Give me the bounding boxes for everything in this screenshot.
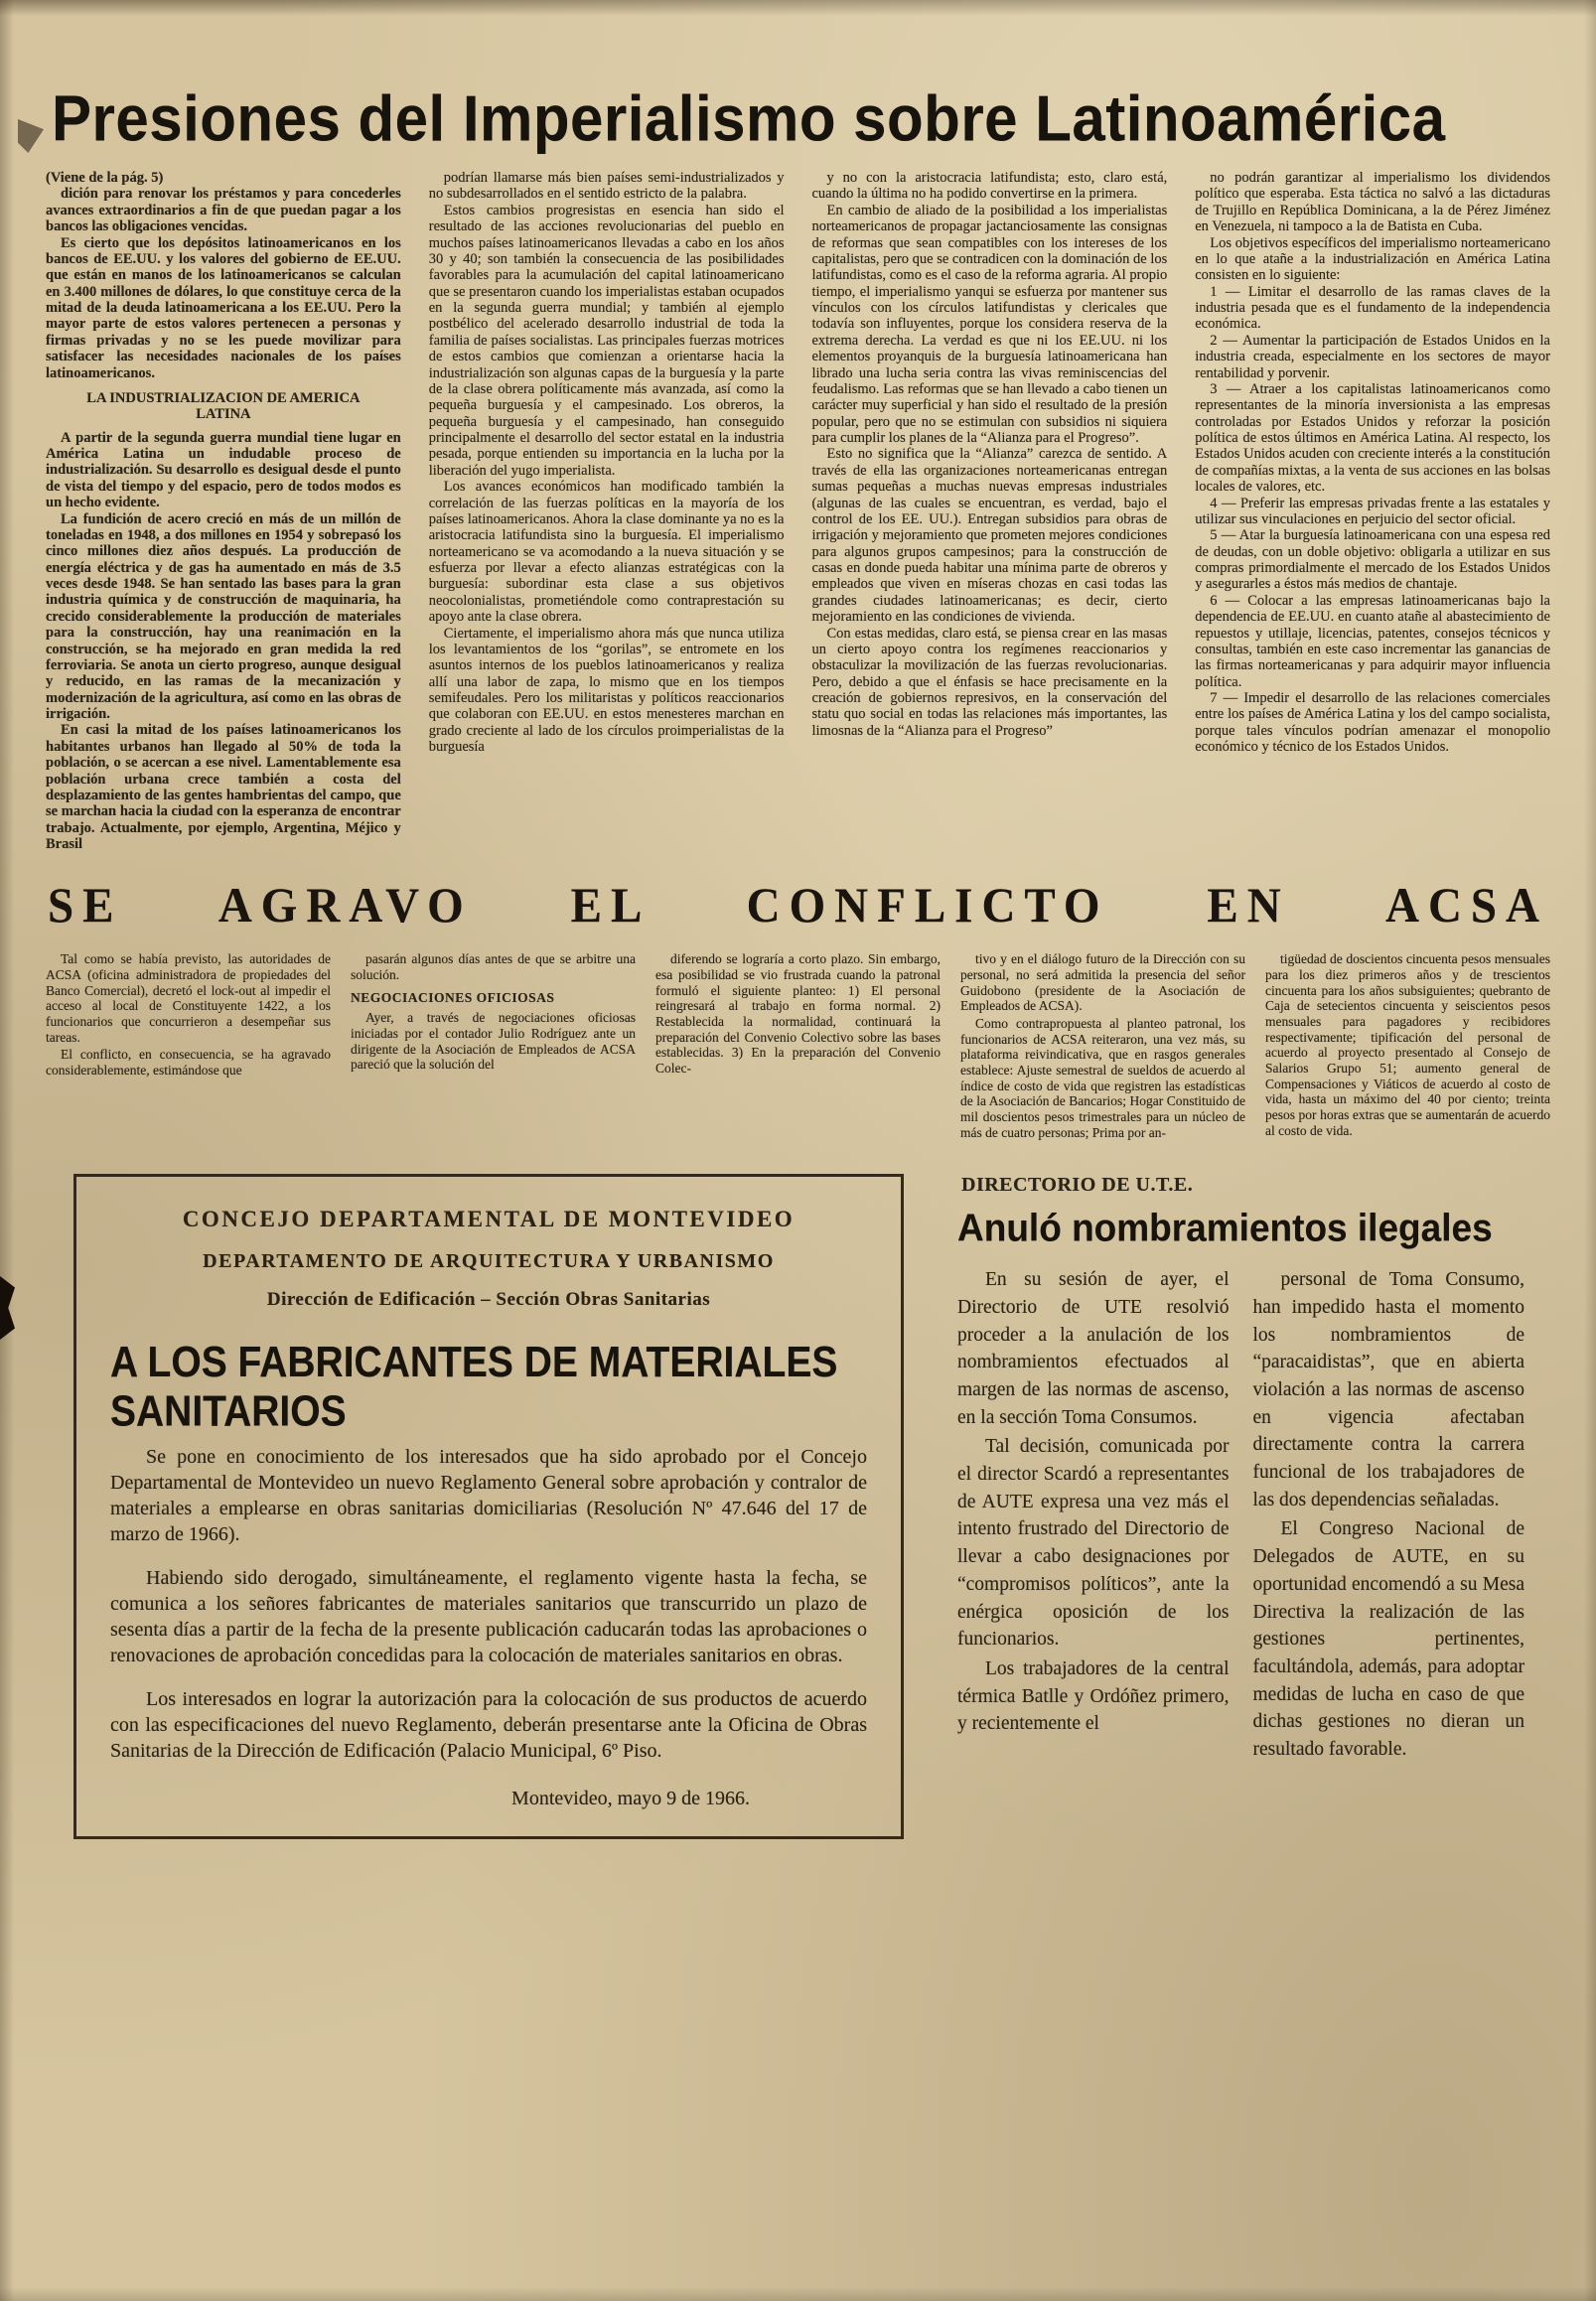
paragraph: personal de Toma Consumo, han impedido hasta el momento los nombramientos de “paracaidistas”, que en abierta violación a las normas de ascenso en vigencia afectaban directamente contra la carrera funcional de los trabajadores de las dos dependencias señaladas.: [1252, 1269, 1524, 1510]
acsa-column-3: [655, 949, 941, 1076]
ute-kicker: DIRECTORIO DE U.T.E.: [961, 1174, 1194, 1197]
paragraph: Los objetivos específicos del imperialismo norteamericano en lo que atañe a la industrialización en América Latina consisten en lo siguiente:: [1195, 234, 1550, 284]
paragraph: 7 — Impedir el desarrollo de las relaciones comerciales entre los países de América Latina y los del campo socialista, porque tales vínculos podrían amenazar el monopolio económico y técnico de los Estados Unidos.: [1195, 690, 1550, 756]
continuation-note: (Viene de la pág. 5): [46, 170, 164, 186]
municipal-notice-box: [73, 1174, 904, 1839]
paragraph: 2 — Aumentar la participación de Estados Unidos en la industria creada, especialmente en los sectores de mayor rentabilidad y porvenir.: [1195, 332, 1550, 381]
notice-dateline: Montevideo, mayo 9 de 1966.: [511, 1788, 750, 1810]
paragraph: Con estas medidas, claro está, se piensa crear en las masas un cierto apoyo contra los regímenes reaccionarios y obstaculizar la movilización de las fuerzas revolucionarias. Pero, debido a que el énfasis se hace precisamente en la creación de gobiernos represivos, en la conservación del statu quo social en todas las relaciones más importantes, las limosnas de la “Alianza para el Progreso”: [811, 625, 1168, 739]
paragraph: A partir de la segunda guerra mundial tiene lugar en América Latina un indudable proceso de industrialización. Su desarrollo es desigual desde el punto de vista del tiempo y del espacio, pero de todos modos es un hecho evidente.: [46, 429, 401, 511]
paragraph: podrían llamarse más bien países semi-industrializados y no subdesarrollados en el sentido estricto de la palabra.: [428, 170, 785, 203]
main-article-column-4: [1195, 170, 1550, 756]
paragraph: 6 — Colocar a las empresas latinoamericanas bajo la dependencia de EE.UU. en cuanto atañe al abastecimiento de repuestos y utillaje, licencias, patentes, consejos técnicos y consultas, también en este caso incrementar las ganancias de las firmas norteamericanas y para adquirir mayor influencia política.: [1195, 592, 1550, 690]
ute-article: [957, 1174, 1524, 1763]
paragraph: Los avances económicos han modificado también la correlación de las fuerzas políticas en la mayoría de los países latinoamericanos. Ahora la clase dominante ya no es la aristocracia latifundista sino la burguesía. El imperialismo norteamericano se va acomodando a la nueva situación y se esfuerza por llevar a efecto alianzas estratégicas con la burguesía: subordinar esta clase a sus objetivos neocolonialistas, prometiéndole como contraprestación su apoyo ante la clase obrera.: [428, 479, 785, 626]
paragraph: 1 — Limitar el desarrollo de las ramas claves de la industria pesada que es el fundamento de la independencia económica.: [1195, 283, 1550, 333]
notice-org-line-2: DEPARTAMENTO DE ARQUITECTURA Y URBANISMO: [203, 1250, 775, 1273]
paragraph: y no con la aristocracia latifundista; esto, claro está, cuando la última no ha podido convertirse en la primera.: [811, 170, 1168, 203]
acsa-article-body: [46, 949, 1550, 1140]
paragraph: tivo y en el diálogo futuro de la Dirección con su personal, no será admitida la presencia del señor Guidobono (presidente de la Asociación de Empleados de ACSA).: [960, 951, 1245, 1014]
paragraph: Estos cambios progresistas en esencia han sido el resultado de las acciones revolucionarias del pueblo en muchos países latinoamericanos llevadas a cabo en los años 30 y 40; son también la consecuencia de las posibilidades favorables para la acumulación del capital latinoamericano que se presentaron cuando los imperialistas estaban ocupados en la segunda guerra mundial; y también al ejemplo postbélico del acelerado desarrollo industrial de toda la familia de países socialistas. Las principales fuerzas motrices de estos cambios que comienzan a orientarse hacia la industrialización son algunas capas de la burguesía y la parte de la clase obrera políticamente más avanzada, así como la pequeña burguesía y el campesinado. Los obreros, la pequeña burguesía y el campesinado, han conseguido principalmente el desarrollo del sector estatal en la industria pesada, porque entienden su importancia en la lucha por la liberación del yugo imperialista.: [428, 202, 785, 479]
paragraph: En casi la mitad de los países latinoamericanos los habitantes urbanos han llegado al 50% de toda la población, o se acercan a ese nivel. Lamentablemente esa población urbana crece también a costa del desplazamiento de las gentes hambrientas del campo, que se marchan hacia la ciudad con la esperanza de encontrar trabajo. Actualmente, por ejemplo, Argentina, Méjico y Brasil: [46, 722, 401, 852]
main-article-column-3: [812, 170, 1168, 739]
ute-article-body: [957, 1264, 1524, 1763]
paragraph: 3 — Atraer a los capitalistas latinoamericanos como representantes de la minoría inversionista a las empresas controladas por Estados Unidos y reforzar la posición política de estos últimos en América Latina. Al respecto, los Estados Unidos acuden con creciente interés a la constitución de compañías mixtas, a la venta de sus acciones en las bolsas locales de valores, etc.: [1195, 380, 1550, 496]
notice-paragraph: Se pone en conocimiento de los interesados que ha sido aprobado por el Concejo Departamental de Montevideo un nuevo Reglamento General sobre aprobación y contralor de materiales a emplearse en obras sanitarias domiciliarias (Resolución Nº 47.646 del 17 de marzo de 1966).: [110, 1446, 867, 1546]
main-article-headline: Presiones del Imperialismo sobre Latinoamérica: [52, 82, 1446, 155]
main-article-body: [46, 170, 1550, 852]
paragraph: Esto no significa que la “Alianza” carezca de sentido. A través de ella las organizaciones norteamericanas entregan sumas pequeñas a muchas nuevas empresas industriales (algunas de las cuales se encuentran, es verdad, bajo el control de los EE. UU.). Entregan subsidios para obras de irrigación y mejoramiento que prometen mejores condiciones para algunos grupos campesinos; para la construcción de casas en donde pueda habitar una mínima parte de obreros y empleados que viven en míseras chozas en casi todas las grandes ciudades latinoamericanas; es decir, cierto mejoramiento en las condiciones de vivienda.: [811, 446, 1168, 626]
notice-title: A LOS FABRICANTES DE MATERIALES SANITARIOS: [110, 1339, 838, 1436]
notice-org-line-1: CONCEJO DEPARTAMENTAL DE MONTEVIDEO: [182, 1207, 796, 1232]
notice-paragraph: Los interesados en lograr la autorización para la colocación de sus productos de acuerdo con las especificaciones del nuevo Reglamento, deberán presentarse ante la Oficina de Obras Sanitarias de la Dirección de Edificación (Palacio Municipal, 6º Piso.: [110, 1688, 867, 1763]
acsa-column-2: [351, 949, 636, 1073]
paragraph: Ciertamente, el imperialismo ahora más que nunca utiliza los levantamientos de los “gorilas”, se entromete en los asuntos internos de los pueblos latinoamericanos y realiza allí una labor de zapa, lo mismo que en los tiempos semifeudales. Pero los militaristas y políticos reaccionarios que colaboran con EE.UU. en estos menesteres marchan en grado creciente al lado de los círculos proimperialistas de la burguesía: [428, 625, 785, 756]
ute-column-2: [1253, 1264, 1525, 1763]
paragraph: El conflicto, en consecuencia, se ha agravado considerablemente, estimándose que: [46, 1047, 331, 1078]
paragraph: Es cierto que los depósitos latinoamericanos en los bancos de EE.UU. y los valores del gobierno de EE.UU. que están en manos de los latinoamericanos se calculan en 3.400 millones de dólares, lo que constituye cerca de la mitad de la deuda latinoamericana a los EE.UU. Pero la mayor parte de estos valores pertenecen a personas y firmas privadas y no se les puede movilizar para satisfacer las necesidades nacionales de los países latinoamericanos.: [46, 234, 401, 381]
acsa-column-4: [960, 949, 1245, 1140]
column-subheading: LA INDUSTRIALIZACION DE AMERICA LATINA: [86, 389, 361, 423]
paragraph: La fundición de acero creció en más de un millón de toneladas en 1948, a dos millones en 1954 y sobrepasó los cinco millones diez años después. La producción de energía eléctrica y de gas ha aumentado en más de 3.5 veces desde 1948. Se han sentado las bases para la gran industria química y de construcción de maquinaria, ha crecido considerablemente la producción de materiales para la construcción, hay una reanimación en la construcción, se ha mejorado en gran medida la red ferroviaria. Se anota un cierto progreso, aunque desigual y reducido, en las ramas de la mecanización y modernización de la agricultura, así como en las obras de irrigación.: [46, 510, 401, 722]
paragraph: Ayer, a través de negociaciones oficiosas iniciadas por el contador Julio Rodríguez ante un dirigente de la Asociación de Empleados de ACSA pareció que la solución del: [351, 1010, 636, 1073]
newspaper-page: [0, 81, 1596, 1839]
paragraph: tigüedad de doscientos cincuenta pesos mensuales para los diez primeros años y de trescientos cincuenta para los años subsiguientes; quebranto de Caja de setecientos cincuenta y seiscientos pesos mensuales para pagadores y recibidores respectivamente; tipificación del personal de acuerdo al proyecto presentado al Consejo de Salarios Grupo 51; aumento general de Compensaciones y Viáticos de acuerdo al costo de vida, hasta un máximo del 40 por ciento; treinta pesos por horas extras que se aumentarán de acuerdo al costo de vida.: [1265, 951, 1550, 1138]
bottom-section: [46, 1174, 1550, 1839]
paragraph: diferendo se lograría a corto plazo. Sin embargo, esa posibilidad se vio frustrada cuando la patronal formuló el siguiente planteo: 1) El personal reingresará al trabajo en forma normal. 2) Restablecida la normalidad, continuará la preparación del Convenio Colectivo sobre las bases establecidas. 3) En la preparación del Convenio Colec-: [655, 951, 941, 1076]
main-article-column-2: [429, 170, 785, 756]
paragraph: Los trabajadores de la central térmica Batlle y Ordóñez primero, y recientemente el: [957, 1657, 1230, 1735]
paragraph: pasarán algunos días antes de que se arbitre una solución.: [351, 951, 636, 983]
ute-column-1: [957, 1264, 1230, 1738]
main-article-column-1: [46, 170, 401, 852]
paragraph: Tal decisión, comunicada por el director Scardó a representantes de AUTE expresa una vez más el intento frustrado del Directorio de llevar a cabo designaciones por “compromisos políticos”, ante la enérgica oposición de los funcionarios.: [957, 1436, 1230, 1651]
paragraph: Tal como se había previsto, las autoridades de ACSA (oficina administradora de propiedades del Banco Comercial), decretó el lock-out al impedir el acceso al local de Constituyente 1422, a los funcionarios que concurrieron a desempeñar sus tareas.: [46, 951, 331, 1045]
notice-paragraph: Habiendo sido derogado, simultáneamente, el reglamento vigente hasta la fecha, se comunica a los señores fabricantes de materiales sanitarios que transcurrido un plazo de sesenta días a partir de la fecha de la presente publicación caducarán todas las aprobaciones o renovaciones de aprobación concedidas para la colocación de materiales sanitarios en obras.: [110, 1567, 867, 1667]
acsa-column-1: [46, 949, 331, 1078]
notice-org-line-3: Dirección de Edificación – Sección Obras Sanitarias: [266, 1289, 711, 1311]
acsa-article-headline: SE AGRAVO EL CONFLICTO EN ACSA: [48, 879, 1548, 935]
column-subheading: NEGOCIACIONES OFICIOSAS: [351, 989, 555, 1005]
paragraph: Como contrapropuesta al planteo patronal, los funcionarios de ACSA reiteraron, una vez más, su plataforma reivindicativa, que en rasgos generales establece: Ajuste semestral de sueldos de acuerdo al índice de costo de vida que registren las estadísticas de la Asociación de Bancarios; Hogar Constituido de mil doscientos pesos trimestrales para un núcleo de más de cuatro personas; Prima por an-: [960, 1016, 1245, 1140]
paragraph: dición para renovar los préstamos y para concederles avances extraordinarios a fin de que puedan pagar a los bancos las obligaciones vencidas.: [46, 186, 401, 235]
paragraph: 4 — Preferir las empresas privadas frente a las estatales y utilizar sus vinculaciones en perjuicio del sector oficial.: [1195, 495, 1550, 527]
ute-headline: Anuló nombramientos ilegales: [957, 1207, 1493, 1250]
paragraph: no podrán garantizar al imperialismo los dividendos político que esperaba. Esta táctica no salvó a las dictaduras de Trujillo en República Dominicana, a la de Pérez Jiménez en Venezuela, ni tampoco a la de Batista en Cuba.: [1195, 170, 1550, 235]
paragraph: En cambio de aliado de la posibilidad a los imperialistas norteamericanos de propagar jactanciosamente las consignas de reformas que sean compatibles con los intereses de los capitalistas, pero que se contradicen con la dominación de los latifundistas, como es el caso de la reforma agraria. Al propio tiempo, el imperialismo yanqui se esfuerza por mantener sus vínculos con los círculos latifundistas y clericales que todavía son influyentes, porque los considera reserva de la extrema derecha. La verdad es que ni los EE.UU. ni los elementos proyanquis de la burguesía latinoamericana han librado una lucha seria contra las vivas reminiscencias del feudalismo. Las reformas que se han llevado a cabo tienen un carácter muy superficial y han sido el resultado de la presión popular, pero que no se estimulan con subsidios ni siquiera para cumplir los planes de la “Alianza para el Progreso”.: [811, 202, 1168, 446]
acsa-column-5: [1265, 949, 1550, 1138]
paragraph: En su sesión de ayer, el Directorio de UTE resolvió proceder a la anulación de los nombramientos efectuados al margen de las normas de ascenso, en la sección Toma Consumos.: [957, 1269, 1230, 1428]
paragraph: El Congreso Nacional de Delegados de AUTE, en su oportunidad encomendó a su Mesa Directiva la realización de las gestiones pertinentes, facultándola, además, para adoptar medidas de lucha en caso de que dichas gestiones no dieran un resultado favorable.: [1252, 1518, 1524, 1760]
paragraph: 5 — Atar la burguesía latinoamericana con una espesa red de deudas, con un doble objetivo: obligarla a utilizar en sus compras primordialmente el mercado de los Estados Unidos y asegurarles a éstos más medios de chantaje.: [1195, 527, 1550, 593]
